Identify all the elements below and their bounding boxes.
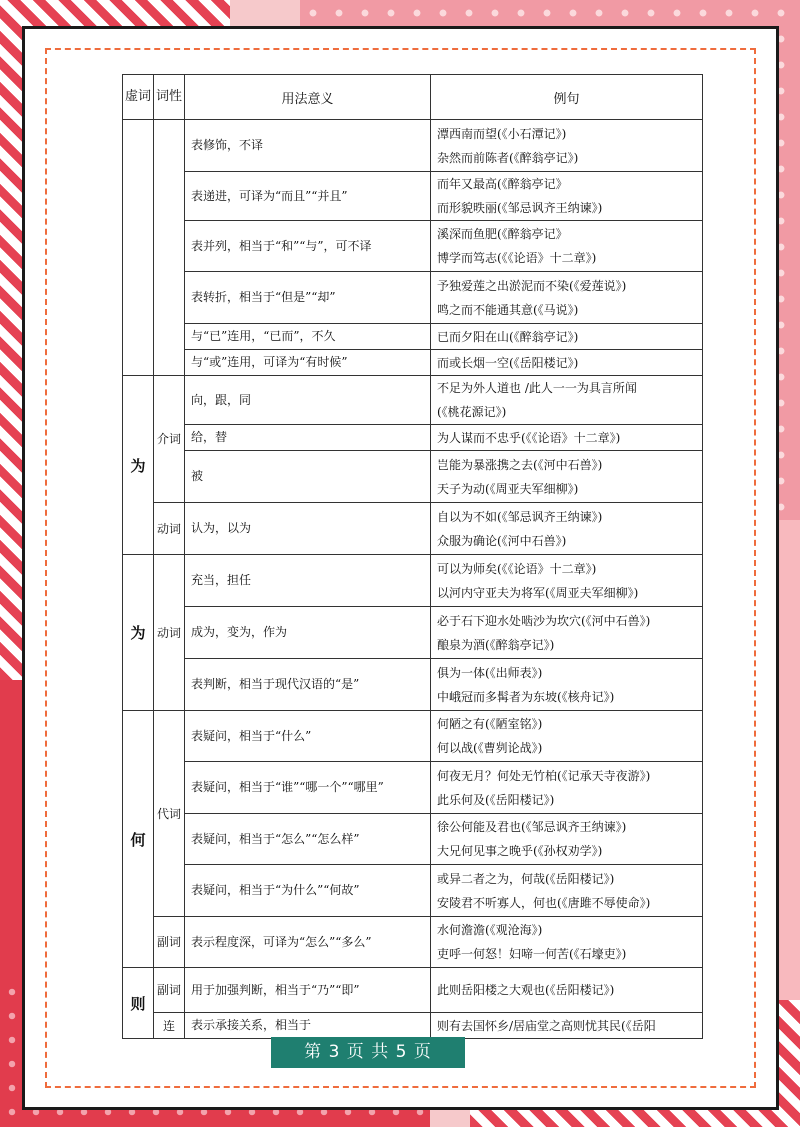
example-line: 俱为一体(《出师表》) — [437, 665, 543, 680]
usage-cell: 表疑问，相当于“谁”“哪一个”“哪里” — [185, 762, 431, 814]
example-cell — [431, 120, 703, 172]
example-line: 何夜无月？何处无竹柏(《记承天寺夜游》) — [437, 768, 651, 783]
word-cell-ze: 则 — [123, 968, 154, 1039]
example-cell — [431, 425, 703, 451]
example-line: 不足为外人道也 /此人一一为具言所闻 — [437, 381, 637, 395]
usage-cell: 被 — [185, 451, 431, 503]
usage-cell: 给，替 — [185, 425, 431, 451]
table-row — [123, 968, 703, 1013]
table-header-row — [123, 75, 703, 120]
usage-cell: 表疑问，相当于“怎么”“怎么样” — [185, 814, 431, 865]
table-row — [123, 350, 703, 376]
table-row — [123, 607, 703, 659]
table-row — [123, 555, 703, 607]
example-line: 而年又最高(《醉翁亭记》 — [437, 177, 568, 191]
word-cell-he: 何 — [123, 711, 154, 968]
word-cell-wei-2: 为 — [123, 555, 154, 711]
example-cell — [431, 555, 703, 607]
example-line: 溪深而鱼肥(《醉翁亭记》 — [437, 227, 568, 241]
usage-cell: 充当，担任 — [185, 555, 431, 607]
table-row — [123, 425, 703, 451]
example-line: 众服为确论(《河中石兽》) — [437, 533, 567, 548]
pos-cell-preposition: 介词 — [154, 376, 185, 503]
usage-cell: 表疑问，相当于“为什么”“何故” — [185, 865, 431, 917]
example-line: 徐公何能及君也(《邹忌讽齐王纳谏》) — [437, 820, 627, 834]
table-row — [123, 762, 703, 814]
usage-cell: 用于加强判断，相当于“乃”“即” — [185, 968, 431, 1013]
example-cell — [431, 451, 703, 503]
usage-cell: 表疑问，相当于“什么” — [185, 711, 431, 762]
example-line: 或异二者之为，何哉(《岳阳楼记》) — [437, 871, 615, 886]
table-row — [123, 272, 703, 324]
example-line: 中峨冠而多髯者为东坡(《核舟记》) — [437, 689, 615, 704]
word-cell-wei: 为 — [123, 376, 154, 555]
example-cell — [431, 172, 703, 221]
example-cell — [431, 376, 703, 425]
table-row — [123, 172, 703, 221]
usage-cell: 表示承接关系，相当于 — [185, 1013, 431, 1039]
pos-cell-verb: 动词 — [154, 503, 185, 555]
example-line: 可以为师矣(《《论语》十二章》) — [437, 561, 597, 576]
example-line: 水何澹澹(《观沧海》) — [437, 923, 543, 937]
pos-cell-conjunction: 连 — [154, 1013, 185, 1039]
example-line: 此乐何及(《岳阳楼记》) — [437, 792, 555, 807]
example-line: 此则岳阳楼之大观也(《岳阳楼记》) — [437, 983, 615, 997]
example-cell — [431, 1013, 703, 1039]
pos-cell-pronoun: 代词 — [154, 711, 185, 917]
example-line: 杂然而前陈者(《醉翁亭记》) — [437, 150, 579, 165]
usage-cell: 表递进，可译为“而且”“并且” — [185, 172, 431, 221]
pos-cell-adverb: 副词 — [154, 917, 185, 968]
example-line: 岂能为暴涨携之去(《河中石兽》) — [437, 457, 603, 472]
usage-cell: 表并列，相当于“和”“与”，可不译 — [185, 221, 431, 272]
header-pos: 词性 — [154, 75, 185, 120]
usage-cell: 表转折，相当于“但是”“却” — [185, 272, 431, 324]
example-cell — [431, 917, 703, 968]
example-line: 安陵君不听寡人，何也(《唐雎不辱使命》) — [437, 895, 651, 910]
table-row — [123, 221, 703, 272]
table-row — [123, 659, 703, 711]
example-cell — [431, 865, 703, 917]
table-row — [123, 814, 703, 865]
usage-cell: 向，跟，同 — [185, 376, 431, 425]
usage-cell: 成为，变为，作为 — [185, 607, 431, 659]
example-line: 而或长烟一空(《岳阳楼记》) — [437, 355, 579, 370]
usage-cell: 与“已”连用，“已而”，不久 — [185, 324, 431, 350]
header-usage: 用法意义 — [185, 75, 431, 120]
example-line: 自以为不如(《邹忌讽齐王纳谏》) — [437, 509, 603, 524]
example-cell — [431, 711, 703, 762]
example-cell — [431, 762, 703, 814]
function-words-table — [122, 74, 703, 1039]
example-line: 何以战(《曹刿论战》) — [437, 741, 543, 755]
usage-cell: 与“或”连用，可译为“有时候” — [185, 350, 431, 376]
example-cell — [431, 350, 703, 376]
example-line: 吏呼一何怒！妇啼一何苦(《石壕吏》) — [437, 947, 627, 961]
example-line: 已而夕阳在山(《醉翁亭记》) — [437, 329, 579, 344]
header-example: 例句 — [431, 75, 703, 120]
table-row — [123, 865, 703, 917]
table-row — [123, 917, 703, 968]
pos-cell-adverb-ze: 副词 — [154, 968, 185, 1013]
example-line: 何陋之有(《陋室铭》) — [437, 717, 543, 731]
example-line: 则有去国怀乡/居庙堂之高则忧其民(《岳阳 — [437, 1018, 656, 1033]
example-line: 为人谋而不忠乎(《《论语》十二章》) — [437, 430, 621, 445]
example-line: 天子为动(《周亚夫军细柳》) — [437, 481, 579, 496]
pos-cell-verb-2: 动词 — [154, 555, 185, 711]
example-line: 潭西南而望(《小石潭记》) — [437, 126, 567, 141]
example-line: 鸣之而不能通其意(《马说》) — [437, 302, 579, 317]
example-cell — [431, 814, 703, 865]
example-line: (《桃花源记》) — [437, 405, 507, 419]
page-indicator: 第 3 页 共 5 页 — [271, 1037, 465, 1068]
example-cell — [431, 272, 703, 324]
example-line: 博学而笃志(《《论语》十二章》) — [437, 251, 597, 265]
table-row — [123, 120, 703, 172]
example-cell — [431, 968, 703, 1013]
table-row — [123, 503, 703, 555]
pos-cell-er — [154, 120, 185, 376]
usage-cell: 表示程度深，可译为“怎么”“多么” — [185, 917, 431, 968]
header-word: 虚词 — [123, 75, 154, 120]
example-line: 而形貌昳丽(《邹忌讽齐王纳谏》) — [437, 201, 603, 215]
usage-cell: 认为，以为 — [185, 503, 431, 555]
example-line: 大兄何见事之晚乎(《孙权劝学》) — [437, 844, 603, 858]
table-row — [123, 376, 703, 425]
table-row — [123, 451, 703, 503]
table-row — [123, 324, 703, 350]
example-line: 以河内守亚夫为将军(《周亚夫军细柳》) — [437, 585, 639, 600]
table-row — [123, 711, 703, 762]
usage-cell: 表修饰，不译 — [185, 120, 431, 172]
example-cell — [431, 324, 703, 350]
example-line: 予独爱莲之出淤泥而不染(《爱莲说》) — [437, 278, 627, 293]
example-cell — [431, 221, 703, 272]
example-cell — [431, 659, 703, 711]
usage-cell: 表判断，相当于现代汉语的“是” — [185, 659, 431, 711]
example-cell — [431, 607, 703, 659]
example-line: 酿泉为酒(《醉翁亭记》) — [437, 637, 555, 652]
word-cell-er — [123, 120, 154, 376]
table-row — [123, 1013, 703, 1039]
example-line: 必于石下迎水处啮沙为坎穴(《河中石兽》) — [437, 613, 651, 628]
example-cell — [431, 503, 703, 555]
